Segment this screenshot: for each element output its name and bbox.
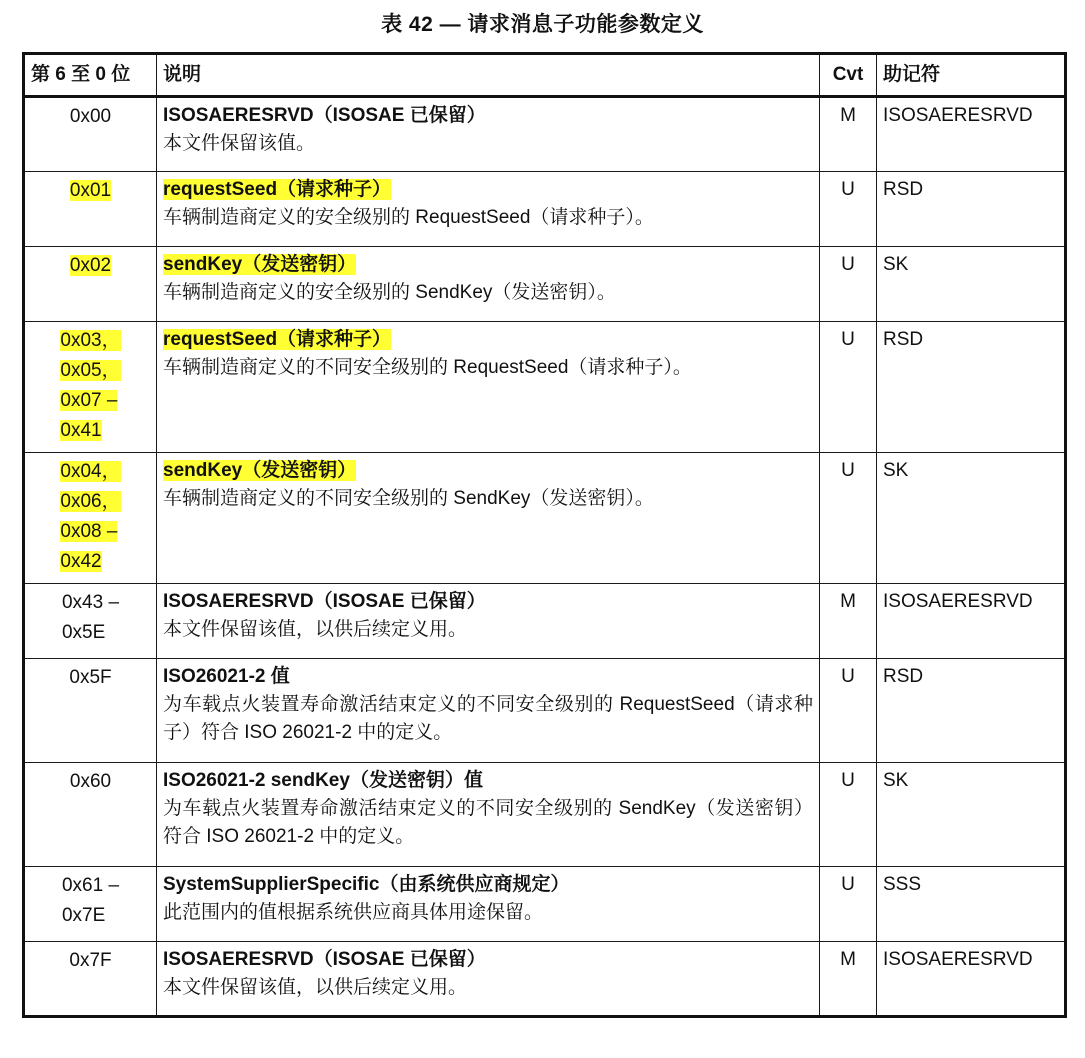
bit-value	[31, 767, 150, 797]
description-cell	[157, 867, 820, 942]
cvt-cell: U	[820, 867, 877, 942]
mnemonic-cell: SK	[877, 763, 1066, 867]
parameter-description: 车辆制造商定义的不同安全级别的 SendKey（发送密钥）。	[163, 488, 654, 509]
parameter-description: 本文件保留该值，以供后续定义用。	[163, 977, 468, 998]
parameter-title: sendKey（发送密钥）	[163, 254, 357, 275]
table-header-row	[24, 54, 1066, 97]
bit-value-cell	[24, 322, 157, 453]
highlighted-value: 0x06，	[60, 491, 121, 512]
parameter-title: sendKey（发送密钥）	[163, 460, 357, 481]
bit-value-cell	[24, 659, 157, 763]
parameter-description: 车辆制造商定义的安全级别的 RequestSeed（请求种子）。	[163, 207, 654, 228]
cvt-cell: U	[820, 453, 877, 584]
highlighted-value: 0x03，	[60, 330, 121, 351]
highlighted-value: 0x07 –	[60, 390, 118, 411]
bit-value	[31, 663, 150, 693]
table-row	[24, 763, 1066, 867]
parameter-description: 为车载点火装置寿命激活结束定义的不同安全级别的 SendKey（发送密钥）符合 ISO 26021-2 中的定义。	[163, 798, 813, 847]
bit-value-cell	[24, 584, 157, 659]
bit-value-line	[60, 326, 120, 356]
cvt-cell: U	[820, 172, 877, 247]
parameter-title: SystemSupplierSpecific（由系统供应商规定）	[163, 874, 570, 895]
highlighted-value: 0x04，	[60, 461, 121, 482]
parameter-title: requestSeed（请求种子）	[163, 179, 392, 200]
parameter-title: ISOSAERESRVD（ISOSAE 已保留）	[163, 105, 486, 126]
highlighted-value: 0x02	[69, 255, 112, 276]
bit-value-line: 0x43 –	[61, 592, 120, 613]
description-cell	[157, 247, 820, 322]
bit-value-line: 0x5E	[61, 622, 106, 643]
cvt-cell: U	[820, 322, 877, 453]
mnemonic-cell: RSD	[877, 172, 1066, 247]
highlighted-value: 0x05，	[60, 360, 121, 381]
table-row	[24, 97, 1066, 172]
bit-value-cell	[24, 763, 157, 867]
bit-value-line	[60, 457, 120, 487]
bit-value-line	[60, 386, 120, 416]
parameter-description: 本文件保留该值。	[163, 133, 316, 154]
mnemonic-cell: SSS	[877, 867, 1066, 942]
description-cell	[157, 659, 820, 763]
highlighted-value: 0x08 –	[60, 521, 118, 542]
bit-value-line	[60, 416, 120, 446]
bit-value-line	[60, 517, 120, 547]
bit-value	[60, 326, 120, 446]
bit-value-line: 0x7E	[61, 905, 106, 926]
bit-value-cell	[24, 97, 157, 172]
mnemonic-cell: RSD	[877, 659, 1066, 763]
bit-value	[31, 946, 150, 976]
bit-value-cell	[24, 172, 157, 247]
header-cvt: Cvt	[820, 54, 877, 97]
bit-value	[62, 871, 119, 931]
bit-value-cell	[24, 867, 157, 942]
table-row	[24, 247, 1066, 322]
parameter-title: requestSeed（请求种子）	[163, 329, 392, 350]
subfunction-table	[22, 52, 1067, 1018]
table-row	[24, 453, 1066, 584]
parameter-title: ISO26021-2 sendKey（发送密钥）值	[163, 770, 483, 791]
cvt-cell: U	[820, 763, 877, 867]
mnemonic-cell: ISOSAERESRVD	[877, 584, 1066, 659]
mnemonic-cell: ISOSAERESRVD	[877, 942, 1066, 1017]
cvt-cell: M	[820, 584, 877, 659]
bit-value-line: 0x00	[69, 106, 112, 127]
bit-value-line: 0x7F	[69, 950, 112, 971]
highlighted-value: 0x42	[60, 551, 102, 572]
mnemonic-cell: RSD	[877, 322, 1066, 453]
bit-value	[62, 588, 119, 648]
cvt-cell: M	[820, 97, 877, 172]
parameter-description: 为车载点火装置寿命激活结束定义的不同安全级别的 RequestSeed（请求种子）符合 ISO 26021-2 中的定义。	[163, 694, 813, 743]
table-caption: 表 42 — 请求消息子功能参数定义	[381, 13, 704, 36]
header-mnemonic: 助记符	[877, 54, 1066, 97]
parameter-title: ISOSAERESRVD（ISOSAE 已保留）	[163, 949, 486, 970]
bit-value	[31, 102, 150, 132]
bit-value-cell	[24, 247, 157, 322]
parameter-description: 车辆制造商定义的安全级别的 SendKey（发送密钥）。	[163, 282, 616, 303]
description-cell	[157, 942, 820, 1017]
table-row	[24, 172, 1066, 247]
parameter-title: ISO26021-2 值	[163, 666, 290, 687]
description-cell	[157, 584, 820, 659]
bit-value-cell	[24, 942, 157, 1017]
description-cell	[157, 97, 820, 172]
bit-value-line: 0x5F	[69, 667, 112, 688]
highlighted-value: 0x01	[69, 180, 112, 201]
header-bits: 第 6 至 0 位	[24, 54, 157, 97]
bit-value-line	[60, 356, 120, 386]
cvt-cell: U	[820, 247, 877, 322]
description-cell	[157, 453, 820, 584]
highlighted-value: 0x41	[60, 420, 102, 441]
bit-value-line: 0x61 –	[61, 875, 120, 896]
mnemonic-cell: ISOSAERESRVD	[877, 97, 1066, 172]
table-row	[24, 942, 1066, 1017]
bit-value-line	[31, 251, 150, 281]
bit-value	[60, 457, 120, 577]
bit-value	[31, 251, 150, 281]
table-row	[24, 584, 1066, 659]
description-cell	[157, 172, 820, 247]
mnemonic-cell: SK	[877, 247, 1066, 322]
header-description: 说明	[157, 54, 820, 97]
table-row	[24, 867, 1066, 942]
table-row	[24, 659, 1066, 763]
description-cell	[157, 763, 820, 867]
bit-value-line	[60, 487, 120, 517]
bit-value	[31, 176, 150, 206]
bit-value-line	[31, 176, 150, 206]
parameter-description: 车辆制造商定义的不同安全级别的 RequestSeed（请求种子）。	[163, 357, 692, 378]
mnemonic-cell: SK	[877, 453, 1066, 584]
parameter-description: 此范围内的值根据系统供应商具体用途保留。	[163, 902, 544, 923]
cvt-cell: M	[820, 942, 877, 1017]
bit-value-cell	[24, 453, 157, 584]
description-cell	[157, 322, 820, 453]
bit-value-line	[60, 547, 120, 577]
parameter-title: ISOSAERESRVD（ISOSAE 已保留）	[163, 591, 486, 612]
table-row	[24, 322, 1066, 453]
parameter-description: 本文件保留该值，以供后续定义用。	[163, 619, 468, 640]
bit-value-line: 0x60	[69, 771, 112, 792]
cvt-cell: U	[820, 659, 877, 763]
